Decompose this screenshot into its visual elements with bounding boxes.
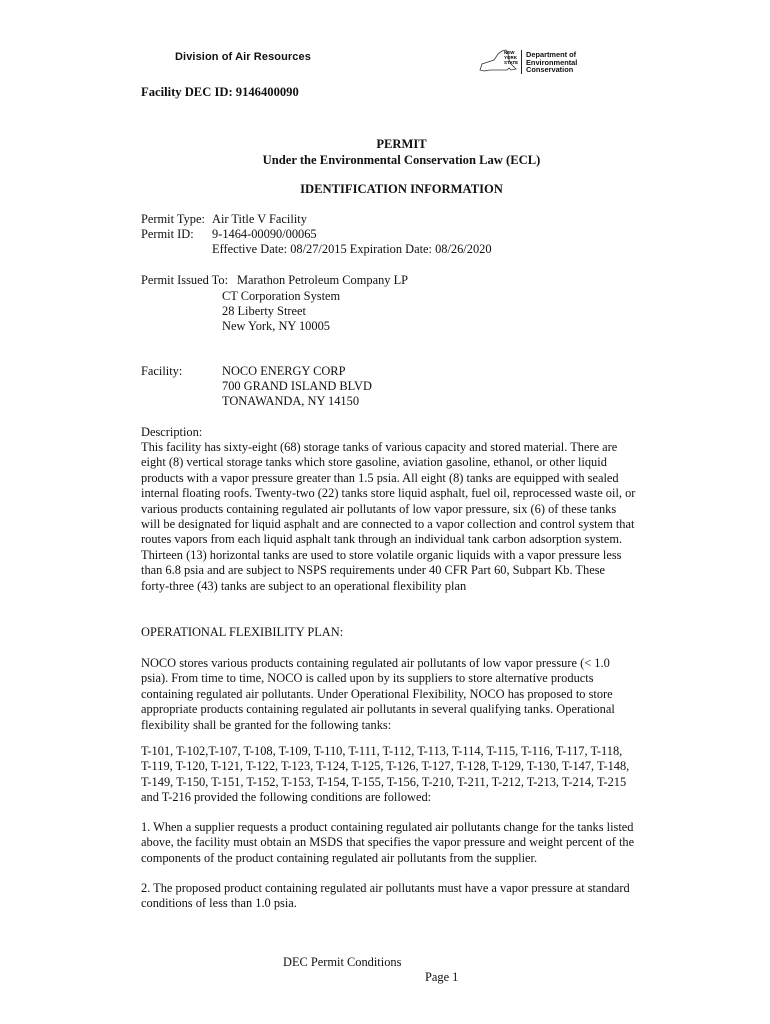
description-label: Description: bbox=[141, 425, 203, 439]
permit-subtitle: Under the Environmental Conservation Law (ECL) bbox=[262, 153, 541, 167]
logo-department-text: Department of Environmental Conservation bbox=[526, 50, 578, 75]
facility-label: Facility: bbox=[141, 364, 183, 378]
permit-title: PERMIT bbox=[376, 137, 427, 151]
permit-type-value: Air Title V Facility bbox=[212, 212, 307, 226]
facility-line: 700 GRAND ISLAND BLVD bbox=[222, 379, 372, 393]
page-number: Page 1 bbox=[425, 970, 459, 984]
ofp-heading: OPERATIONAL FLEXIBILITY PLAN: bbox=[141, 625, 344, 639]
permit-dates: Effective Date: 08/27/2015 Expiration Date: 08/26/2020 bbox=[212, 242, 492, 256]
issued-to-label: Permit Issued To: bbox=[141, 273, 229, 287]
facility-line: TONAWANDA, NY 14150 bbox=[222, 394, 360, 408]
logo-divider bbox=[521, 50, 522, 74]
issued-to-line: 28 Liberty Street bbox=[222, 304, 306, 318]
permit-id-label: Permit ID: bbox=[141, 227, 194, 241]
issued-to-line: New York, NY 10005 bbox=[222, 319, 330, 333]
permit-id-value: 9-1464-00090/00065 bbox=[212, 227, 317, 241]
ofp-condition-1: 1. When a supplier requests a product containing regulated air pollutants change for the tanks listed above, the facility must obtain an MSDS that specifies the vapor pressure and weight percent of the components of the product containing regulated air pollutants from the supplier. bbox=[141, 820, 635, 865]
footer-conditions: DEC Permit Conditions bbox=[283, 955, 402, 969]
ofp-intro: NOCO stores various products containing regulated air pollutants of low vapor pressure (< 1.0 psia). From time to time, NOCO is called upon by its suppliers to store alternative products containing regulated air pollutants. Under Operational Flexibility, NOCO has proposed to store appropriate products containing regulated air pollutants in several qualifying tanks. Operational flexibility shall be granted for the following tanks: bbox=[141, 656, 615, 732]
logo-state-text: NEW YORK STATE bbox=[504, 50, 519, 65]
issued-to-line: CT Corporation System bbox=[222, 289, 341, 303]
issued-to-line: Marathon Petroleum Company LP bbox=[237, 273, 409, 287]
facility-line: NOCO ENERGY CORP bbox=[222, 364, 346, 378]
nys-dec-logo bbox=[478, 44, 598, 78]
description-text: This facility has sixty-eight (68) storage tanks of various capacity and stored material. There are eight (8) vertical storage tanks which store gasoline, aviation gasoline, ethanol, or other liquid products with a vapor pressure greater than 1.5 psia. All eight (8) tanks are equipped with sealed internal floating roofs. Twenty-two (22) tanks store liquid asphalt, fuel oil, reprocessed waste oil, or various products containing regulated air pollutants of low vapor pressure, six (6) of these tanks will be designated for liquid asphalt and are connected to a vapor collection and control system that routes vapors from each liquid asphalt tank through an individual tank carbon adsorption system. Thirteen (13) horizontal tanks are used to store volatile organic liquids with a vapor pressure less than 6.8 psia and are subject to NSPS requirements under 40 CFR Part 60, Subpart Kb. These forty-three (43) tanks are subject to an operational flexibility plan bbox=[141, 440, 636, 593]
division-header: Division of Air Resources bbox=[175, 51, 311, 63]
ofp-condition-2: 2. The proposed product containing regulated air pollutants must have a vapor pressure at standard conditions of less than 1.0 psia. bbox=[141, 881, 630, 911]
facility-dec-id: Facility DEC ID: 9146400090 bbox=[141, 85, 299, 99]
permit-type-label: Permit Type: bbox=[141, 212, 205, 226]
ofp-tank-list: T-101, T-102,T-107, T-108, T-109, T-110, T-111, T-112, T-113, T-114, T-115, T-116, T-117, T-118, T-119, T-120, T-121, T-122, T-123, T-124, T-125, T-126, T-127, T-128, T-129, T-130, T-147, T-148, T-149, T-150, T-151, T-152, T-153, T-154, T-155, T-156, T-210, T-211, T-212, T-213, T-214, T-215 and T-216 provided the following conditions are followed: bbox=[141, 744, 630, 805]
identification-heading: IDENTIFICATION INFORMATION bbox=[300, 182, 503, 196]
